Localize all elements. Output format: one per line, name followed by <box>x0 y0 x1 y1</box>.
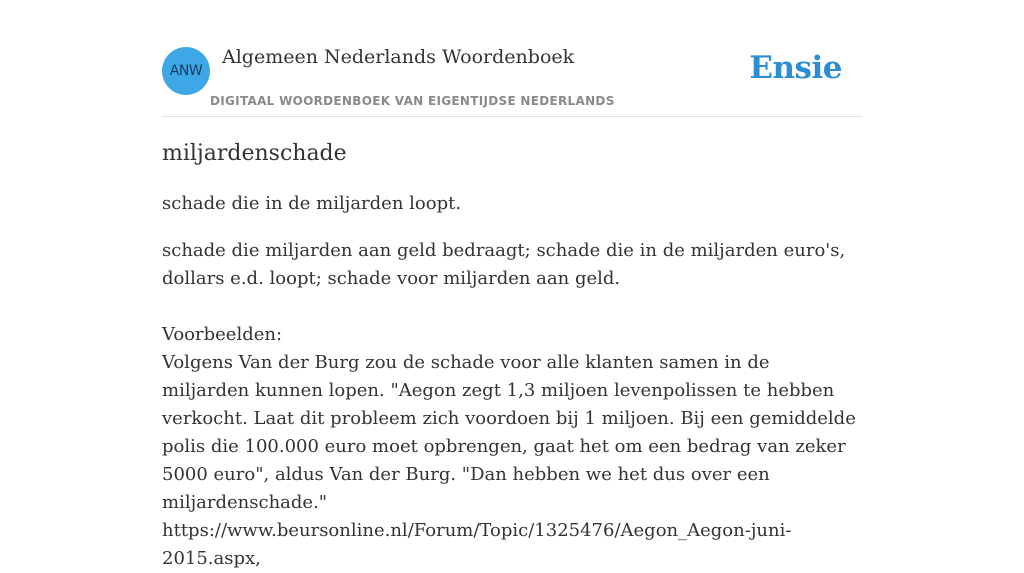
entry-content <box>162 138 862 573</box>
ensie-brand-logo[interactable]: Ensie <box>749 50 842 86</box>
site-subtitle: DIGITAAL WOORDENBOEK VAN EIGENTIJDSE NEDERLANDS <box>210 94 615 108</box>
short-definition: schade die in de miljarden loopt. <box>162 193 462 214</box>
anw-logo[interactable] <box>162 47 210 95</box>
examples-label: Voorbeelden: <box>162 324 283 345</box>
long-definition: schade die miljarden aan geld bedraagt; schade die in de miljarden euro's, dollars e.d. loopt; schade voor miljarden aan geld. <box>162 240 846 289</box>
site-title[interactable]: Algemeen Nederlands Woordenboek <box>222 46 575 68</box>
entry-headword: miljardenschade <box>162 141 347 166</box>
example-text: Volgens Van der Burg zou de schade voor alle klanten samen in de miljarden kunnen lopen. "Aegon zegt 1,3 miljoen levenpolissen te hebben verkocht. Laat dit probleem zich voordoen bij 1 miljoen. Bij een gemiddelde polis die 100.000 euro moet opbrengen, gaat het om een bedrag van zeker 5000 euro", aldus Van der Burg. "Dan hebben we het dus over een miljardenschade." https://www.beursonline.nl/Forum/Topic/1325476/Aegon_Aegon-juni-2015.aspx, <box>162 352 856 569</box>
logo-text: ANW <box>169 63 203 79</box>
site-header <box>162 40 862 117</box>
